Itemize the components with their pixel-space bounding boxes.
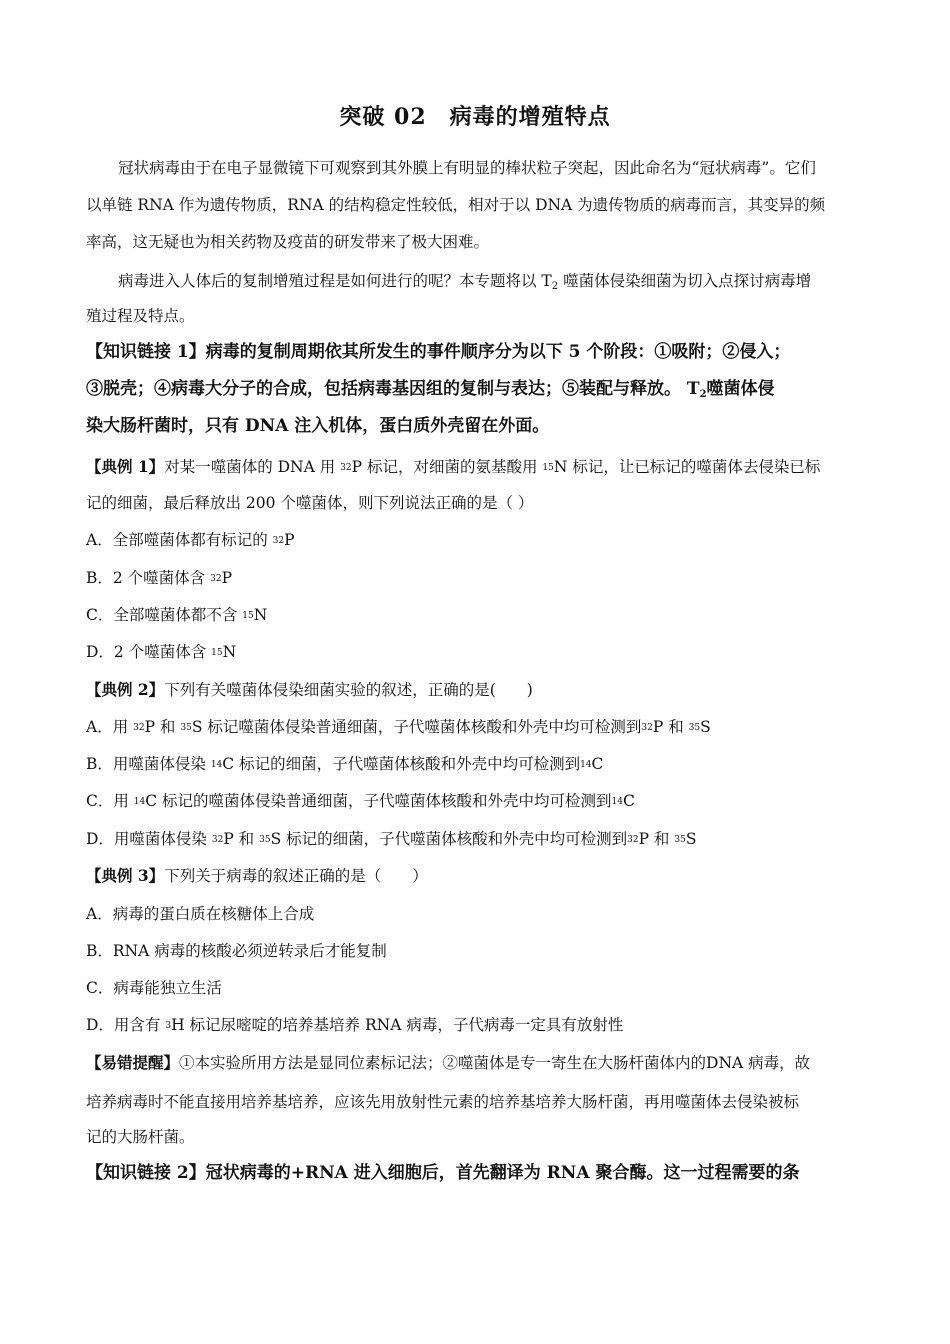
option-text: S [700,718,711,736]
example-2-label: 【典例 2】 [86,680,165,699]
example-1-option-c [86,605,876,625]
superscript-32: 32 [211,835,224,845]
option-text: C．用 [86,792,134,810]
example-3-option-a: A．病毒的蛋白质在核糖体上合成 [86,905,315,923]
intro-paragraph-1-line-2: 以单链 RNA 作为遗传物质，RNA 的结构稳定性较低，相对于以 DNA 为遗传物质的病毒而言，其变异的频 [86,196,826,214]
knowledge-link-1-line-2 [86,379,876,399]
option-text: C．全部噬菌体都不含 [86,606,243,624]
example-3-label: 【典例 3】 [86,866,165,885]
superscript-32: 32 [627,835,639,845]
option-text: S 标记的细菌，子代噬菌体核酸和外壳中均可检测到 [270,830,628,848]
example-1-label: 【典例 1】 [86,457,165,476]
option-text: C 标记的噬菌体侵染普通细菌，子代噬菌体核酸和外壳中均可检测到 [145,792,612,810]
knowledge-link-2-line-1: 【知识链接 2】冠状病毒的+RNA 进入细胞后，首先翻译为 RNA 聚合酶。这一过程需要的条 [86,1163,800,1183]
option-text: H 标记尿嘧啶的培养基培养 RNA 病毒，子代病毒一定具有放射性 [171,1016,624,1034]
superscript-35: 35 [674,835,686,845]
superscript-35: 35 [180,723,192,733]
superscript-35: 35 [688,723,701,733]
superscript-14: 14 [210,760,223,770]
page-title: 突破 02 病毒的增殖特点 [339,104,611,130]
example-2-stem [86,680,876,700]
example-1-option-b [86,568,876,588]
example-1-option-a [86,530,876,550]
example-1-option-d [86,642,876,662]
example-2-option-d [86,829,876,849]
intro-paragraph-1-line-1: 冠状病毒由于在电子显微镜下可观察到其外膜上有明显的棒状粒子突起，因此命名为“冠状病毒”。它们 [118,159,816,177]
intro-paragraph-2-line-1 [118,271,908,291]
tip-line-1 [86,1053,876,1073]
option-text: A．用 [86,718,134,736]
superscript-32: 32 [340,463,352,473]
example-2-option-c [86,791,876,811]
tip-line-3: 记的大肠杆菌。 [86,1128,195,1146]
superscript-32: 32 [641,723,653,733]
superscript-3: 3 [165,1021,172,1031]
option-text: D．用噬菌体侵染 [86,830,212,848]
intro-paragraph-1-line-3: 率高，这无疑也为相关药物及疫苗的研发带来了极大困难。 [86,233,490,251]
superscript-15: 15 [542,463,554,473]
example-2-option-a [86,717,876,737]
option-text: N [253,606,268,624]
example-1-stem-line-1 [86,457,876,477]
link1-text-b: 噬菌体侵 [706,379,775,399]
example-1-text-c: N 标记，让已标记的噬菌体去侵染已标 [553,458,821,476]
option-text: D．用含有 [86,1016,166,1034]
example-3-option-d [86,1015,876,1035]
superscript-32: 32 [210,574,222,584]
option-text: P 和 [652,718,689,736]
example-2-stem-text: 下列有关噬菌体侵染细菌实验的叙述，正确的是( ) [164,681,533,699]
option-text: C [623,792,635,810]
option-text: S [685,830,697,848]
example-1-text-b: P 标记，对细菌的氨基酸用 [351,458,543,476]
option-text: B．用噬菌体侵染 [86,755,211,773]
option-text: N [222,643,237,661]
example-2-option-b [86,754,876,774]
option-text: S 标记噬菌体侵染普通细菌，子代噬菌体核酸和外壳中均可检测到 [191,718,642,736]
superscript-32: 32 [133,723,145,733]
intro-p2-text-b: 噬菌体侵染细菌为切入点探讨病毒增 [558,272,812,290]
option-text: P 和 [223,830,260,848]
link1-text-a: ③脱壳；④病毒大分子的合成，包括病毒基因组的复制与表达；⑤装配与释放。 T [86,379,700,399]
intro-p2-subscript: 2 [551,281,559,292]
superscript-15: 15 [242,611,254,621]
tip-label: 【易错提醒】 [86,1053,180,1072]
option-text: P 和 [144,718,181,736]
tip-line-2: 培养病毒时不能直接用培养基培养，应该先用放射性元素的培养基培养大肠杆菌，再用噬菌体去侵染被标 [86,1093,800,1111]
example-1-stem-line-2: 记的细菌，最后释放出 200 个噬菌体，则下列说法正确的是（ ） [86,494,534,512]
superscript-14: 14 [611,797,623,807]
knowledge-link-1-line-3: 染大肠杆菌时，只有 DNA 注入机体，蛋白质外壳留在外面。 [86,416,550,436]
superscript-14: 14 [133,797,146,807]
option-text: D．2 个噬菌体含 [86,643,212,661]
link1-subscript: 2 [699,389,707,400]
option-text: C [591,755,604,773]
tip-text: ①本实验所用方法是显同位素标记法；②噬菌体是专一寄生在大肠杆菌体内的DNA 病毒，故 [179,1054,811,1072]
intro-paragraph-2-line-2: 殖过程及特点。 [86,307,195,325]
example-3-stem-text: 下列关于病毒的叙述正确的是（ ） [164,867,428,885]
example-3-option-c: C．病毒能独立生活 [86,979,222,997]
superscript-35: 35 [259,835,271,845]
superscript-14: 14 [580,760,592,770]
option-text: P [221,569,232,587]
option-text: A．全部噬菌体都有标记的 [86,531,273,549]
example-3-stem [86,866,876,886]
option-text: P 和 [638,830,675,848]
option-text: P [284,531,295,549]
option-text: C 标记的细菌，子代噬菌体核酸和外壳中均可检测到 [222,755,581,773]
example-1-text-a: 对某一噬菌体的 DNA 用 [164,458,341,476]
superscript-15: 15 [211,648,223,658]
example-3-option-b: B．RNA 病毒的核酸必须逆转录后才能复制 [86,942,387,960]
superscript-32: 32 [272,536,285,546]
knowledge-link-1-line-1: 【知识链接 1】病毒的复制周期依其所发生的事件顺序分为以下 5 个阶段：①吸附；②侵入； [86,342,791,362]
option-text: B．2 个噬菌体含 [86,569,211,587]
intro-p2-text-a: 病毒进入人体后的复制增殖过程是如何进行的呢？本专题将以 T [118,272,552,290]
